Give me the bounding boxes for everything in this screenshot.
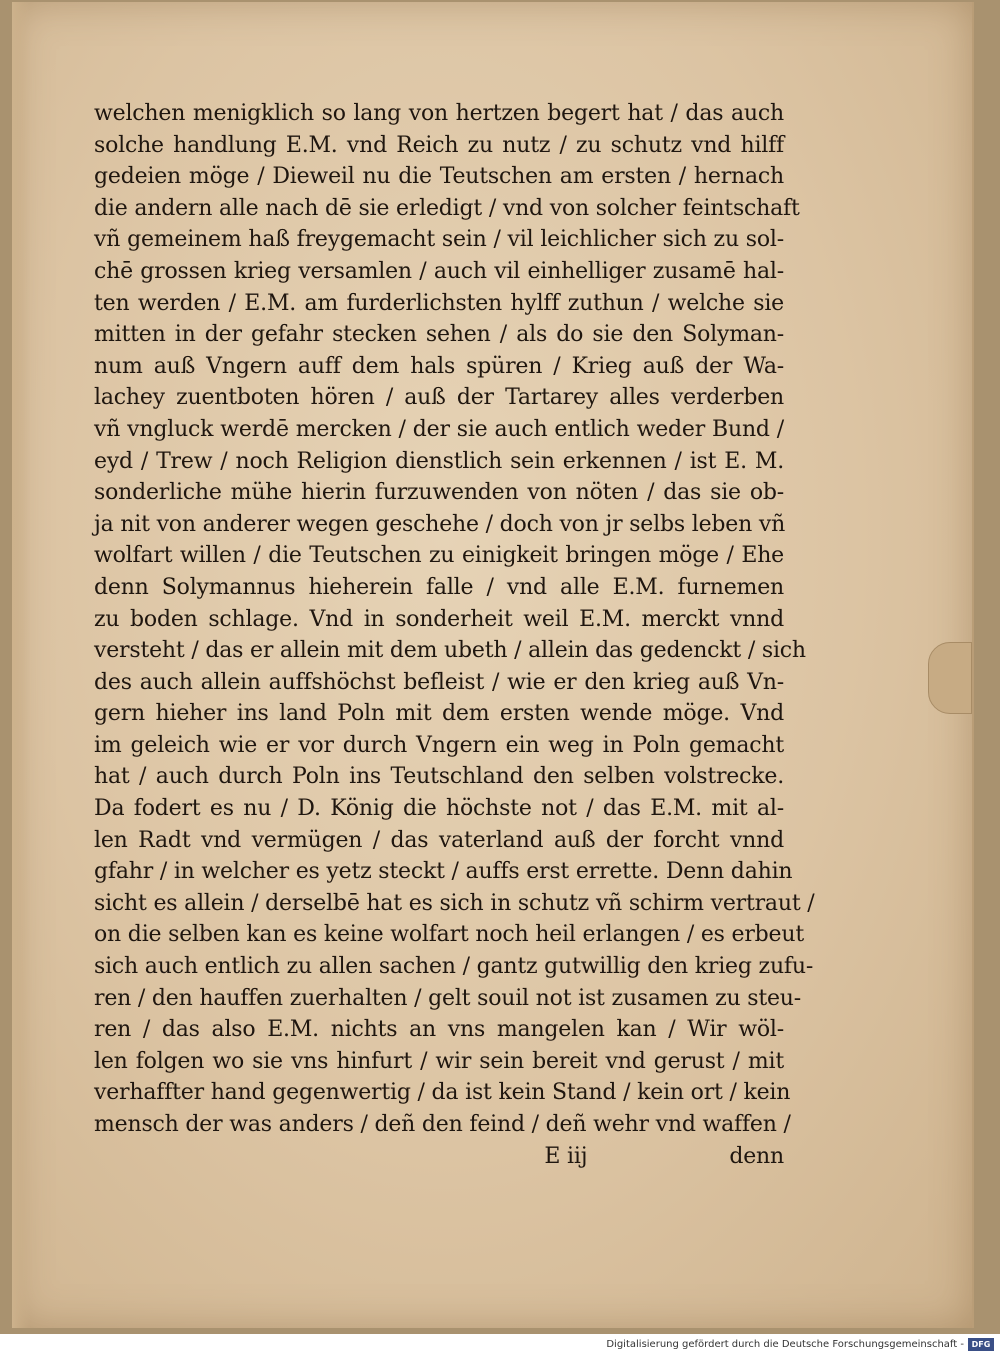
text-line: wolfart willen / die Teutschen zu einigkeit bringen möge / Ehe — [94, 543, 784, 569]
text-line: mitten in der gefahr stecken sehen / als do sie den Solyman- — [94, 322, 784, 348]
text-line: die andern alle nach dē sie erledigt / vnd von solcher feintschaft — [94, 195, 800, 221]
text-line: vñ gemeinem haß freygemacht sein / vil leichlicher sich zu sol- — [94, 227, 784, 253]
text-line: gedeien möge / Dieweil nu die Teutschen am ersten / hernach — [94, 164, 784, 190]
text-line: versteht / das er allein mit dem ubeth / allein das gedenckt / sich — [94, 638, 806, 664]
text-line: on die selben kan es keine wolfart noch heil erlangen / es erbeut — [94, 922, 804, 948]
page-text — [94, 98, 815, 1172]
text-line: len Radt vnd vermügen / das vaterland auß der forcht vnnd — [94, 827, 784, 853]
catchword: denn — [729, 1143, 784, 1169]
text-line: len folgen wo sie vns hinfurt / wir sein bereit vnd gerust / mit — [94, 1048, 784, 1074]
text-line: zu boden schlage. Vnd in sonderheit weil E.M. merckt vnnd — [94, 606, 784, 632]
signature-mark: E iij — [544, 1143, 588, 1169]
signature-line — [94, 1141, 784, 1173]
text-line: verhaffter hand gegenwertig / da ist kein Stand / kein ort / kein — [94, 1080, 791, 1106]
text-line: welchen menigklich so lang von hertzen begert hat / das auch — [94, 101, 784, 126]
text-line: solche handlung E.M. vnd Reich zu nutz / zu schutz vnd hilff — [94, 132, 784, 158]
funding-credit: Digitalisierung gefördert durch die Deutsche Forschungsgemeinschaft - — [606, 1339, 964, 1350]
text-line: ja nit von anderer wegen geschehe / doch von jr selbs leben vñ — [94, 511, 786, 537]
text-line: gfahr / in welcher es yetz steckt / auffs erst errette. Denn dahin — [94, 859, 793, 885]
text-line: im geleich wie er vor durch Vngern ein weg in Poln gemacht — [94, 732, 784, 758]
text-line: ren / den hauffen zuerhalten / gelt souil not ist zusamen zu steu- — [94, 985, 801, 1011]
page-edge-shadow — [12, 2, 30, 1328]
footer-bar — [0, 1334, 1000, 1355]
text-line: lachey zuentboten hören / auß der Tartarey alles verderben — [94, 385, 784, 411]
text-line: vñ vngluck werdē mercken / der sie auch entlich weder Bund / — [94, 416, 784, 442]
text-line: Da fodert es nu / D. König die höchste not / das E.M. mit al- — [94, 796, 784, 822]
text-line: eyd / Trew / noch Religion dienstlich sein erkennen / ist E. M. — [94, 448, 784, 474]
text-line: gern hieher ins land Poln mit dem ersten wende möge. Vnd — [94, 701, 784, 727]
text-line: sicht es allein / derselbē hat es sich in schutz vñ schirm vertraut / — [94, 890, 815, 916]
text-line: chē grossen krieg versamlen / auch vil einhelliger zusamē hal- — [94, 258, 784, 284]
text-line: sonderliche mühe hierin furzuwenden von nöten / das sie ob- — [94, 480, 784, 506]
text-line: mensch der was anders / deñ den feind / deñ wehr vnd waffen / — [94, 1112, 791, 1137]
text-line: ten werden / E.M. am furderlichsten hylff zuthun / welche sie — [94, 290, 784, 316]
text-line: des auch allein auffshöchst befleist / wie er den krieg auß Vn- — [94, 669, 784, 695]
page-clip-tab — [928, 642, 972, 714]
text-line: num auß Vngern auff dem hals spüren / Krieg auß der Wa- — [94, 353, 784, 379]
text-line: denn Solymannus hieherein falle / vnd alle E.M. furnemen — [94, 574, 784, 600]
text-line: ren / das also E.M. nichts an vns mangelen kan / Wir wöl- — [94, 1017, 784, 1043]
signature-spacer — [623, 1141, 693, 1173]
text-line: sich auch entlich zu allen sachen / gantz gutwillig den krieg zufu- — [94, 954, 814, 980]
dfg-logo-icon: DFG — [968, 1338, 994, 1351]
text-line: hat / auch durch Poln ins Teutschland den selben volstrecke. — [94, 764, 784, 790]
book-page — [12, 2, 974, 1328]
